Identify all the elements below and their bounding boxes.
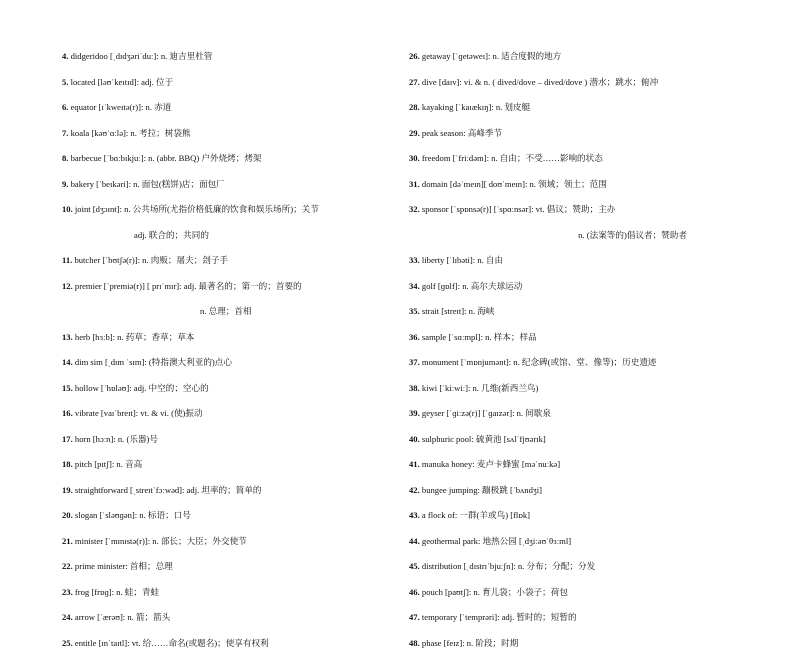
entry-number: 22. [62, 561, 73, 571]
entry-number: 45. [409, 561, 420, 571]
entry-number: 6. [62, 102, 68, 112]
entry-text: joint [dʒɔɪnt]: n. 公共场所(尤指价格低廉的饮食和娱乐场所)；关节 [75, 204, 319, 214]
entry-number: 7. [62, 128, 68, 138]
vocab-entry [409, 580, 779, 606]
vocab-entry [409, 605, 779, 631]
entry-number: 46. [409, 587, 420, 597]
vocab-entry [62, 44, 402, 70]
entry-text: distribution [ˌdɪstrɪˈbjuːʃn]: n. 分布；分配；分发 [422, 561, 595, 571]
vocab-entry [409, 350, 779, 376]
entry-text: dim sim [ˌdɪm ˈsɪm]: (特指澳大利亚的)点心 [75, 357, 232, 367]
vocab-entry [62, 503, 402, 529]
entry-text: golf [ɡɒlf]: n. 高尔夫球运动 [422, 281, 522, 291]
entry-text: straightforward [ˌstreɪtˈfɔːwəd]: adj. 坦率的；简单的 [75, 485, 262, 495]
vocab-entry [409, 121, 779, 147]
entry-text: getaway [ˈɡetəweɪ]: n. 适合度假的地方 [422, 51, 561, 61]
entry-number: 43. [409, 510, 420, 520]
entry-number: 47. [409, 612, 420, 622]
entry-text: horn [hɔːn]: n. (乐器)号 [75, 434, 158, 444]
vocab-entry [409, 197, 779, 223]
vocab-entry [409, 325, 779, 351]
vocab-entry [62, 580, 402, 606]
vocab-entry [62, 605, 402, 631]
entry-text: phase [feɪz]: n. 阶段；时期 [422, 638, 518, 648]
entry-number: 24. [62, 612, 73, 622]
vocab-entry [409, 248, 779, 274]
vocab-entry [62, 274, 402, 300]
vocab-entry [409, 529, 779, 555]
vocab-entry [409, 452, 779, 478]
entry-number: 20. [62, 510, 73, 520]
entry-number: 12. [62, 281, 73, 291]
entry-text: domain [dəˈmeɪn][ doʊˈmeɪn]: n. 领域；领土；范围 [422, 179, 607, 189]
entry-number: 15. [62, 383, 73, 393]
entry-number: 30. [409, 153, 420, 163]
vocab-entry [62, 452, 402, 478]
vocab-entry [62, 172, 402, 198]
entry-number: 35. [409, 306, 420, 316]
vocab-entry [409, 44, 779, 70]
entry-number: 38. [409, 383, 420, 393]
entry-number: 40. [409, 434, 420, 444]
entry-number: 10. [62, 204, 73, 214]
entry-text: arrow [ˈærəʊ]: n. 箭；箭头 [75, 612, 170, 622]
entry-number: 34. [409, 281, 420, 291]
entry-text: hollow [ˈhɒləʊ]: adj. 中空的；空心的 [75, 383, 209, 393]
entry-text: slogan [ˈsləʊɡən]: n. 标语；口号 [75, 510, 191, 520]
entry-text: vibrate [vaɪˈbreɪt]: vt. & vi. (使)振动 [75, 408, 203, 418]
entry-text: manuka honey: 麦卢卡蜂蜜 [məˈnuːkə] [422, 459, 560, 469]
vocab-entry [409, 478, 779, 504]
entry-number: 32. [409, 204, 420, 214]
entry-text: minister [ˈmɪnɪstə(r)]: n. 部长；大臣；外交使节 [75, 536, 247, 546]
entry-text: entitle [ɪnˈtaɪtl]: vt. 给……命名(或题名)；使享有权利 [75, 638, 269, 648]
entry-number: 33. [409, 255, 420, 265]
entry-text: bungee jumping: 蹦极跳 [ˈbʌndʒi] [422, 485, 542, 495]
entry-number: 44. [409, 536, 420, 546]
vocab-entry [409, 376, 779, 402]
entry-text: prime minister: 首相；总理 [75, 561, 173, 571]
entry-number: 4. [62, 51, 68, 61]
entry-definition: adj. 联合的；共同的 [134, 230, 209, 240]
vocab-entry [62, 376, 402, 402]
entry-text: strait [streɪt]: n. 海峡 [422, 306, 495, 316]
vocab-entry [409, 503, 779, 529]
entry-text: located [ləʊˈkeɪtɪd]: adj. 位于 [71, 77, 174, 87]
entry-text: herb [hɜːb]: n. 药草；香草；草本 [75, 332, 195, 342]
entry-text: freedom [ˈfriːdəm]: n. 自由；不受……影响的状态 [422, 153, 603, 163]
vocab-entry [62, 631, 402, 656]
entry-number: 29. [409, 128, 420, 138]
entry-text: sponsor [ˈspɒnsə(r)] [ˈspɑːnsər]: vt. 倡议；赞助；主办 [422, 204, 616, 214]
entry-number: 41. [409, 459, 420, 469]
vocab-entry [409, 299, 779, 325]
entry-number: 31. [409, 179, 420, 189]
vocab-entry [409, 631, 779, 656]
entry-number: 21. [62, 536, 73, 546]
entry-text: liberty [ˈlɪbəti]: n. 自由 [422, 255, 503, 265]
entry-text: a flock of: 一群(羊或鸟) [flɒk] [422, 510, 530, 520]
entry-number: 14. [62, 357, 73, 367]
entry-number: 13. [62, 332, 73, 342]
entry-text: bakery [ˈbeɪkəri]: n. 面包(糕饼)店；面包厂 [71, 179, 225, 189]
vocab-entry [62, 401, 402, 427]
vocab-entry [409, 95, 779, 121]
vocab-entry [62, 427, 402, 453]
entry-definition: n. (法案等的)倡议者；赞助者 [578, 230, 687, 240]
vocab-entry-continuation [62, 223, 402, 249]
vocab-entry [409, 427, 779, 453]
entry-text: pouch [paʊtʃ]: n. 育儿袋；小袋子；荷包 [422, 587, 568, 597]
entry-number: 36. [409, 332, 420, 342]
entry-text: kayaking [ˈkaɪækɪŋ]: n. 划皮艇 [422, 102, 530, 112]
vocab-entry [409, 401, 779, 427]
entry-text: sulphuric pool: 硫黄池 [sʌlˈfjʊərɪk] [422, 434, 546, 444]
entry-number: 23. [62, 587, 73, 597]
vocab-entry [62, 95, 402, 121]
vocab-entry [409, 274, 779, 300]
vocab-entry [62, 248, 402, 274]
vocab-entry [62, 554, 402, 580]
entry-number: 8. [62, 153, 68, 163]
entry-text: barbecue [ˈbɑːbɪkjuː]: n. (abbr. BBQ) 户外烧烤；烤架 [71, 153, 262, 163]
entry-number: 28. [409, 102, 420, 112]
entry-text: butcher [ˈbʊtʃə(r)]: n. 肉贩；屠夫；刽子手 [74, 255, 228, 265]
vocab-entry [62, 146, 402, 172]
right-column [409, 44, 779, 656]
entry-text: geothermal park: 地热公园 [ˌdʒiːəʊˈθɜːml] [422, 536, 571, 546]
entry-number: 25. [62, 638, 73, 648]
vocab-entry-continuation [409, 223, 779, 249]
entry-text: geyser [ˈɡiːzə(r)] [ˈɡaɪzər]: n. 间歇泉 [422, 408, 551, 418]
entry-number: 39. [409, 408, 420, 418]
entry-text: sample [ˈsɑːmpl]: n. 样本；样品 [422, 332, 537, 342]
vocab-entry [409, 554, 779, 580]
vocab-entry [62, 70, 402, 96]
entry-number: 37. [409, 357, 420, 367]
entry-definition: n. 总理；首相 [200, 306, 252, 316]
entry-text: didgeridoo [ˌdɪdʒəriˈduː]: n. 迪吉里杜管 [71, 51, 213, 61]
vocab-entry [62, 350, 402, 376]
entry-text: peak season: 高峰季节 [422, 128, 502, 138]
entry-number: 48. [409, 638, 420, 648]
vocab-entry [409, 70, 779, 96]
vocab-entry [62, 197, 402, 223]
entry-text: temporary [ˈtemprəri]: adj. 暂时的；短暂的 [422, 612, 577, 622]
vocab-entry [62, 121, 402, 147]
vocab-entry [409, 146, 779, 172]
vocab-entry [62, 325, 402, 351]
vocab-entry [409, 172, 779, 198]
vocab-entry [62, 478, 402, 504]
left-column [62, 44, 402, 656]
entry-text: equator [ɪˈkweɪtə(r)]: n. 赤道 [71, 102, 172, 112]
entry-number: 18. [62, 459, 73, 469]
entry-number: 19. [62, 485, 73, 495]
vocab-entry [62, 529, 402, 555]
entry-text: kiwi [ˈkiːwiː]: n. 几维(新西兰鸟) [422, 383, 538, 393]
entry-number: 17. [62, 434, 73, 444]
entry-text: dive [daɪv]: vi. & n. ( dived/dove – dived/dove ) 潜水；跳水；俯冲 [422, 77, 658, 87]
entry-text: koala [kəʊˈɑːlə]: n. 考拉；树袋熊 [71, 128, 191, 138]
entry-text: frog [frɒɡ]: n. 蛙；青蛙 [75, 587, 159, 597]
entry-number: 42. [409, 485, 420, 495]
entry-number: 11. [62, 255, 72, 265]
entry-number: 27. [409, 77, 420, 87]
entry-number: 16. [62, 408, 73, 418]
entry-text: premier [ˈpremiə(r)] [ prɪˈmɪr]: adj. 最著名的；第一的；首要的 [75, 281, 302, 291]
entry-number: 26. [409, 51, 420, 61]
entry-number: 9. [62, 179, 68, 189]
entry-text: pitch [pɪtʃ]: n. 音高 [75, 459, 142, 469]
entry-text: monument [ˈmɒnjumənt]: n. 纪念碑(或馆、堂、像等)；历史遗迹 [422, 357, 657, 367]
entry-number: 5. [62, 77, 68, 87]
vocab-entry-continuation [62, 299, 402, 325]
